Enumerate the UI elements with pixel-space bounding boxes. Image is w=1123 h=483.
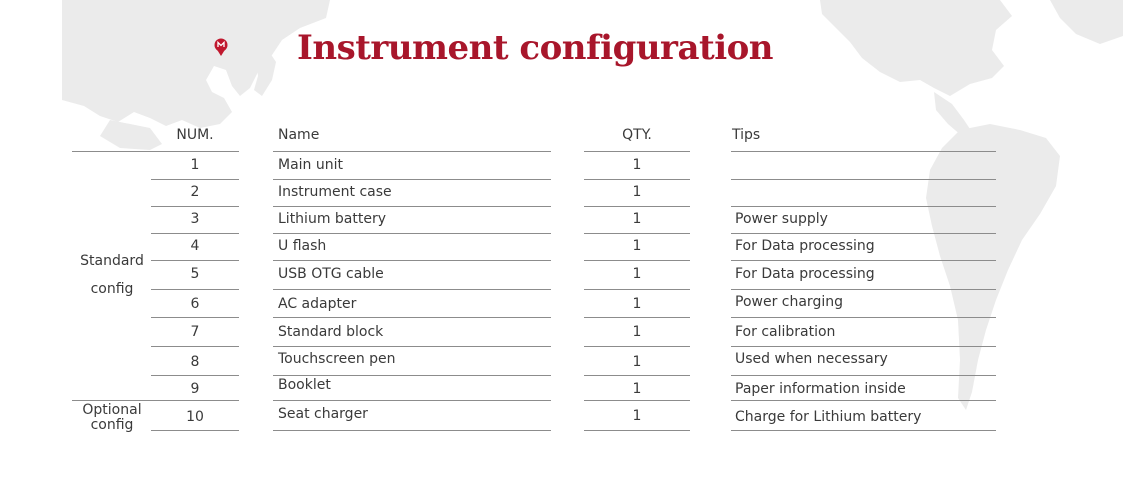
row-rule <box>584 375 690 376</box>
row-rule <box>151 233 239 234</box>
row-num: 1 <box>190 157 200 173</box>
row-name: Standard block <box>278 324 384 340</box>
group-standard-config <box>72 253 152 297</box>
row-rule <box>273 430 551 431</box>
row-qty: 1 <box>632 157 642 173</box>
header-rule-qty <box>584 151 690 152</box>
row-name: Lithium battery <box>278 211 387 227</box>
row-num: 3 <box>190 211 200 227</box>
row-num: 9 <box>190 381 200 397</box>
row-rule <box>584 400 690 401</box>
row-rule <box>273 317 551 318</box>
row-qty: 1 <box>632 381 642 397</box>
row-num: 8 <box>190 354 200 370</box>
row-tip: For Data processing <box>735 238 875 254</box>
row-name: Touchscreen pen <box>278 351 396 367</box>
row-rule <box>273 179 551 180</box>
header-tips: Tips <box>732 127 761 143</box>
row-qty: 1 <box>632 296 642 312</box>
row-tip: Charge for Lithium battery <box>735 409 922 425</box>
row-tip: For calibration <box>735 324 836 340</box>
row-rule <box>731 400 996 401</box>
row-rule <box>731 260 996 261</box>
row-num: 5 <box>190 266 200 282</box>
row-qty: 1 <box>632 238 642 254</box>
group-standard-line1: Standard <box>80 253 144 269</box>
row-tip: Power supply <box>735 211 828 227</box>
row-rule <box>273 346 551 347</box>
row-rule <box>584 430 690 431</box>
row-tip: Used when necessary <box>735 351 888 367</box>
row-num: 2 <box>190 184 200 200</box>
header-rule-name <box>273 151 551 152</box>
row-rule <box>731 317 996 318</box>
row-rule <box>584 206 690 207</box>
row-tip: For Data processing <box>735 266 875 282</box>
row-rule <box>731 430 996 431</box>
row-name: Booklet <box>278 377 331 393</box>
row-name: Main unit <box>278 157 343 173</box>
row-rule <box>584 317 690 318</box>
row-num: 6 <box>190 296 200 312</box>
row-qty: 1 <box>632 211 642 227</box>
row-rule <box>151 400 239 401</box>
header-num: NUM. <box>176 127 214 143</box>
row-qty: 1 <box>632 266 642 282</box>
row-rule <box>731 179 996 180</box>
header-rule-tips <box>731 151 996 152</box>
header-qty: QTY. <box>622 127 652 143</box>
row-tip: Paper information inside <box>735 381 906 397</box>
row-rule <box>151 179 239 180</box>
row-rule <box>273 400 551 401</box>
row-rule <box>731 346 996 347</box>
row-num: 4 <box>190 238 200 254</box>
row-rule <box>584 233 690 234</box>
row-rule <box>151 206 239 207</box>
row-rule <box>273 206 551 207</box>
row-rule <box>151 317 239 318</box>
row-qty: 1 <box>632 184 642 200</box>
row-name: U flash <box>278 238 327 254</box>
row-rule <box>273 233 551 234</box>
row-rule <box>72 430 151 431</box>
row-rule <box>273 289 551 290</box>
group-optional-line1: Optional <box>82 402 142 418</box>
group-optional-config <box>72 403 152 433</box>
group-optional-line2: config <box>90 417 134 433</box>
row-rule <box>273 260 551 261</box>
group-separator-rule <box>72 400 151 401</box>
row-num: 10 <box>186 409 204 425</box>
row-name: USB OTG cable <box>278 266 384 282</box>
header-name: Name <box>278 127 320 143</box>
row-name: AC adapter <box>278 296 357 312</box>
header-rule-num <box>72 151 239 152</box>
row-rule <box>731 289 996 290</box>
south-america <box>926 124 1060 410</box>
row-name: Seat charger <box>278 406 368 422</box>
row-rule <box>731 233 996 234</box>
row-rule <box>584 346 690 347</box>
row-rule <box>151 289 239 290</box>
row-rule <box>151 260 239 261</box>
row-num: 7 <box>190 324 200 340</box>
row-rule <box>731 375 996 376</box>
row-rule <box>151 375 239 376</box>
row-qty: 1 <box>632 324 642 340</box>
row-tip: Power charging <box>735 294 843 310</box>
row-rule <box>151 430 239 431</box>
page-title: Instrument configuration <box>296 28 774 68</box>
row-rule <box>584 260 690 261</box>
row-name: Instrument case <box>278 184 392 200</box>
row-rule <box>584 179 690 180</box>
row-qty: 1 <box>632 408 642 424</box>
row-rule <box>731 206 996 207</box>
row-rule <box>584 289 690 290</box>
row-rule <box>151 346 239 347</box>
group-standard-line2: config <box>90 281 134 297</box>
row-rule <box>273 375 551 376</box>
row-qty: 1 <box>632 354 642 370</box>
